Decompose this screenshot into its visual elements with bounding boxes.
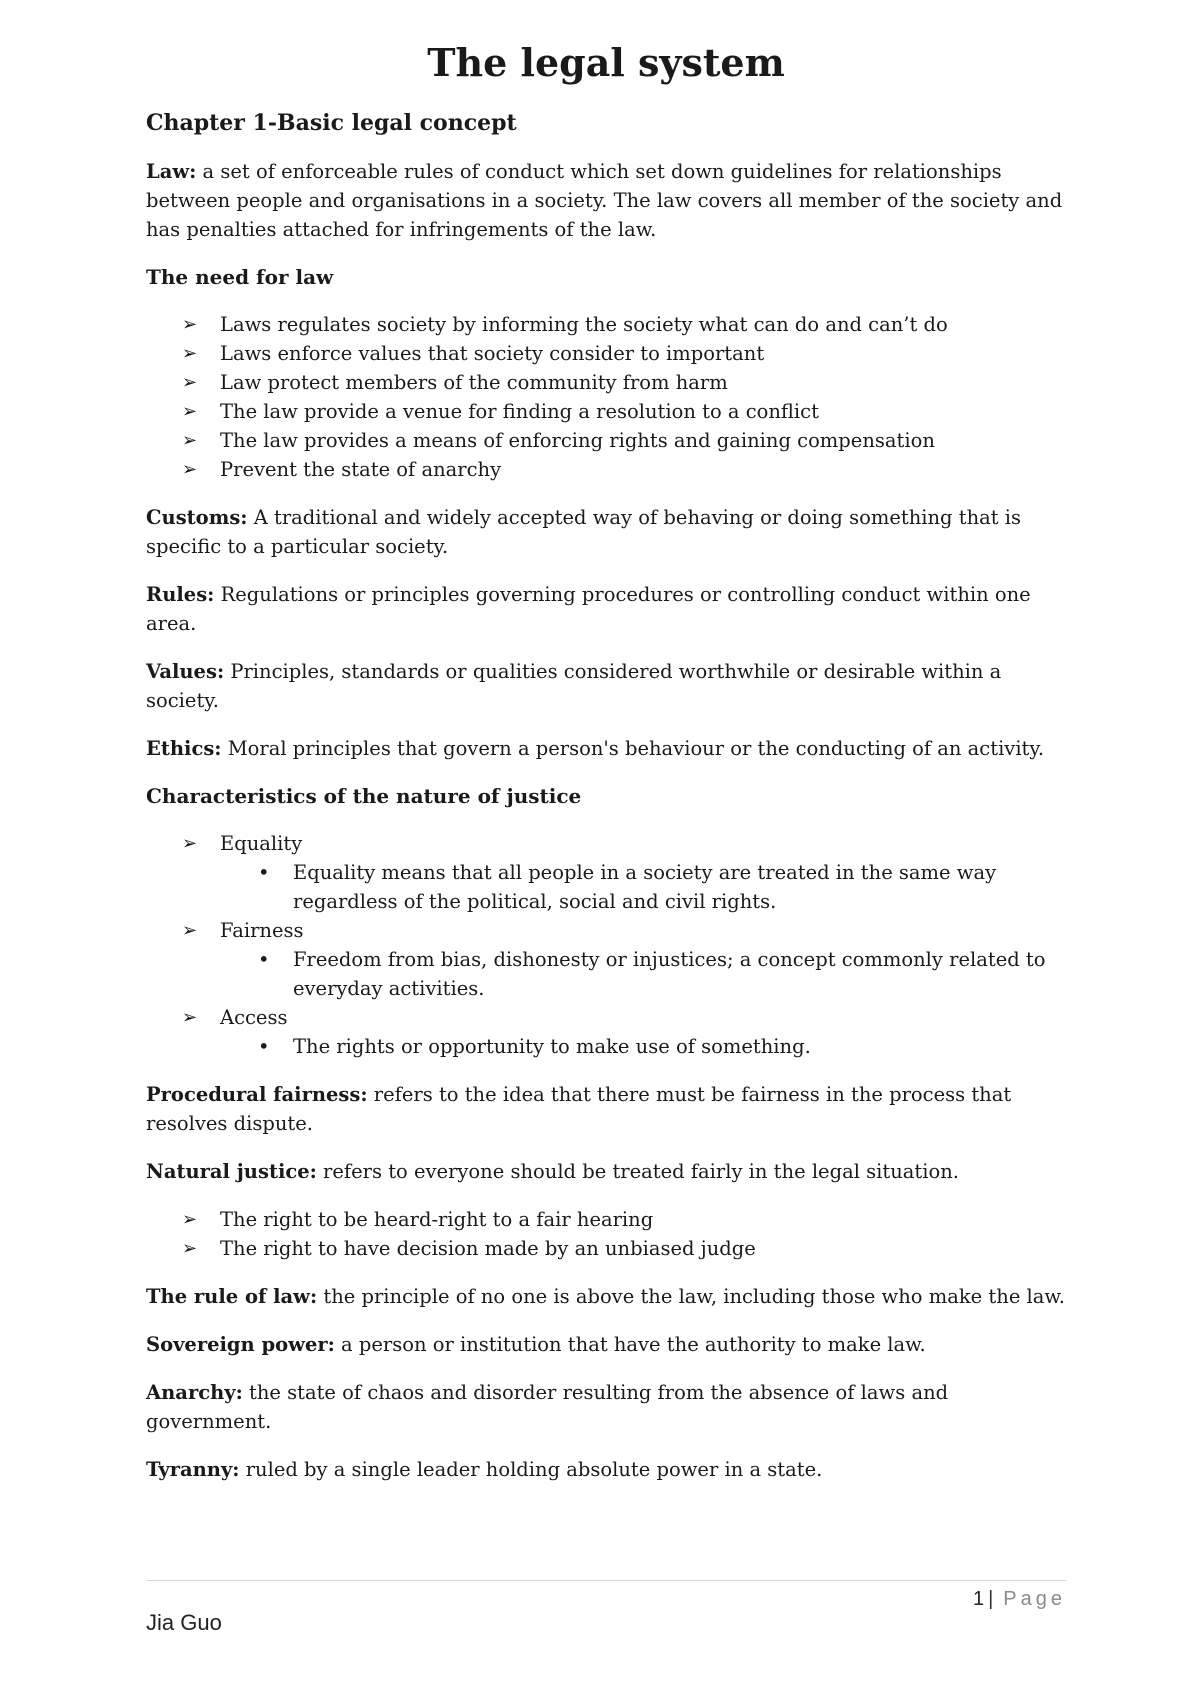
list-item — [182, 426, 1066, 455]
sub-list-item-text: The rights or opportunity to make use of something. — [293, 1035, 811, 1058]
arrow-bullet-icon: ➢ — [182, 401, 198, 422]
definition-anarchy — [146, 1378, 1066, 1436]
term-label: Sovereign power: — [146, 1333, 335, 1356]
list-item-text: The right to have decision made by an unbiased judge — [220, 1237, 756, 1260]
definition-values — [146, 657, 1066, 715]
sub-list — [220, 858, 1066, 916]
definition-rule-of-law — [146, 1282, 1066, 1311]
list-item — [182, 1003, 1066, 1061]
definition-text: Principles, standards or qualities considered worthwhile or desirable within a society. — [146, 660, 1002, 712]
list-item — [182, 397, 1066, 426]
term-label: Anarchy: — [146, 1381, 243, 1404]
footer-divider — [146, 1580, 1066, 1581]
definition-sovereign-power — [146, 1330, 1066, 1359]
arrow-bullet-icon: ➢ — [182, 372, 198, 393]
sub-list-item-text: Equality means that all people in a society are treated in the same way regardless of the political, social and civil rights. — [293, 861, 997, 913]
list-item-text: Laws regulates society by informing the society what can do and can’t do — [220, 313, 948, 336]
definition-tyranny — [146, 1455, 1066, 1484]
definition-text: refers to everyone should be treated fairly in the legal situation. — [316, 1160, 959, 1183]
sub-list-item-text: Freedom from bias, dishonesty or injustices; a concept commonly related to everyday activities. — [293, 948, 1046, 1000]
definition-text: Regulations or principles governing procedures or controlling conduct within one area. — [146, 583, 1031, 635]
term-label: Values: — [146, 660, 225, 683]
footer-author: Jia Guo — [146, 1610, 222, 1635]
arrow-bullet-icon: ➢ — [182, 430, 198, 451]
definition-text: Moral principles that govern a person's behaviour or the conducting of an activity. — [221, 737, 1045, 760]
definition-law — [146, 157, 1066, 244]
page-title: The legal system — [427, 40, 785, 85]
list-item — [182, 310, 1066, 339]
list-item-text: Laws enforce values that society consider to important — [220, 342, 765, 365]
page-number-separator: | — [988, 1588, 994, 1610]
sub-list-item — [255, 945, 1066, 1003]
arrow-bullet-icon: ➢ — [182, 459, 198, 480]
definition-text: a set of enforceable rules of conduct which set down guidelines for relationships between people and organisations in a society. The law covers all member of the society and has penalties attached for infringements of the law. — [146, 160, 1063, 241]
need-for-law-list — [146, 310, 1066, 484]
sub-list-item — [255, 1032, 1066, 1061]
term-label: Natural justice: — [146, 1160, 317, 1183]
term-label: Law: — [146, 160, 197, 183]
term-label: Customs: — [146, 506, 248, 529]
definition-text: ruled by a single leader holding absolute power in a state. — [239, 1458, 823, 1481]
list-item — [182, 1205, 1066, 1234]
definition-ethics — [146, 734, 1066, 763]
term-label: Tyranny: — [146, 1458, 240, 1481]
arrow-bullet-icon: ➢ — [182, 314, 198, 335]
dot-bullet-icon: • — [258, 948, 270, 971]
term-label: The rule of law: — [146, 1285, 318, 1308]
definition-procedural-fairness — [146, 1080, 1066, 1138]
list-item-text: The law provides a means of enforcing rights and gaining compensation — [220, 429, 935, 452]
section-heading-justice: Characteristics of the nature of justice — [146, 784, 582, 808]
document-body — [146, 40, 1066, 1503]
list-item-text: Law protect members of the community from harm — [220, 371, 728, 394]
arrow-bullet-icon: ➢ — [182, 1007, 198, 1028]
page-number — [973, 1588, 1066, 1611]
list-item — [182, 339, 1066, 368]
sub-list — [220, 1032, 1066, 1061]
arrow-bullet-icon: ➢ — [182, 833, 198, 854]
definition-text: A traditional and widely accepted way of behaving or doing something that is specific to a particular society. — [146, 506, 1022, 558]
definition-text: a person or institution that have the authority to make law. — [334, 1333, 926, 1356]
chapter-heading: Chapter 1-Basic legal concept — [146, 110, 517, 136]
arrow-bullet-icon: ➢ — [182, 1238, 198, 1259]
sub-list — [220, 945, 1066, 1003]
list-item-text: Fairness — [220, 919, 304, 942]
definition-text: refers to the idea that there must be fairness in the process that resolves dispute. — [146, 1083, 1012, 1135]
arrow-bullet-icon: ➢ — [182, 1209, 198, 1230]
page-number-value: 1 — [972, 1588, 985, 1610]
list-item-text: Equality — [220, 832, 303, 855]
definition-customs — [146, 503, 1066, 561]
list-item — [182, 916, 1066, 1003]
sub-list-item — [255, 858, 1066, 916]
definition-text: the principle of no one is above the law, including those who make the law. — [317, 1285, 1065, 1308]
list-item — [182, 455, 1066, 484]
definition-rules — [146, 580, 1066, 638]
term-label: Rules: — [146, 583, 215, 606]
list-item — [182, 829, 1066, 916]
definition-natural-justice — [146, 1157, 1066, 1186]
page-label: Page — [1003, 1588, 1066, 1610]
list-item — [182, 1234, 1066, 1263]
section-heading-need-for-law: The need for law — [146, 265, 334, 289]
natural-justice-list — [146, 1205, 1066, 1263]
list-item — [182, 368, 1066, 397]
definition-text: the state of chaos and disorder resulting from the absence of laws and government. — [146, 1381, 949, 1433]
list-item-text: Access — [220, 1006, 288, 1029]
list-item-text: The law provide a venue for finding a resolution to a conflict — [220, 400, 819, 423]
justice-list — [146, 829, 1066, 1061]
list-item-text: The right to be heard-right to a fair hearing — [220, 1208, 654, 1231]
term-label: Procedural fairness: — [146, 1083, 368, 1106]
term-label: Ethics: — [146, 737, 222, 760]
arrow-bullet-icon: ➢ — [182, 343, 198, 364]
list-item-text: Prevent the state of anarchy — [220, 458, 502, 481]
dot-bullet-icon: • — [258, 1035, 270, 1058]
arrow-bullet-icon: ➢ — [182, 920, 198, 941]
dot-bullet-icon: • — [258, 861, 270, 884]
